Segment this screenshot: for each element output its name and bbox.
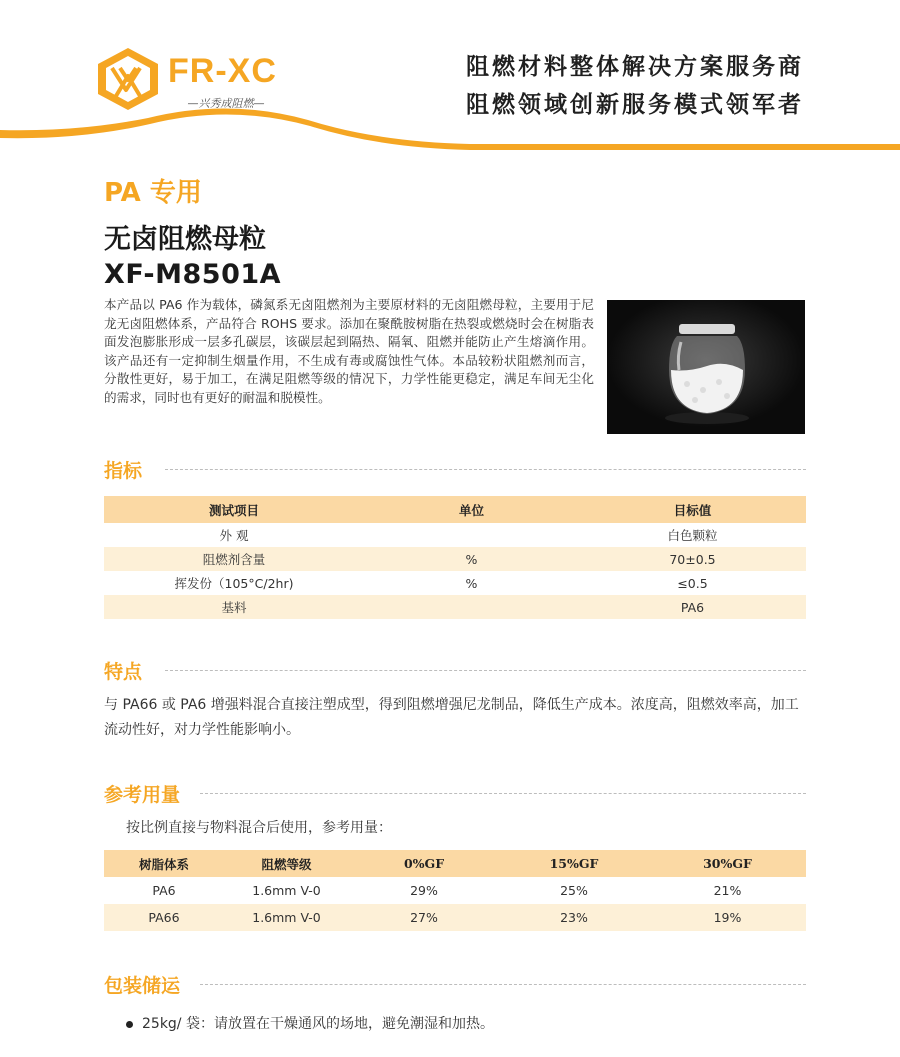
product-name: 无卤阻燃母粒	[104, 224, 266, 255]
section-title-features: 特点	[104, 661, 143, 683]
table-row	[104, 904, 806, 931]
features-text: 与 PA66 或 PA6 增强料混合直接注塑成型，得到阻燃增强尼龙制品，降低生产成本。浓度高，阻燃效率高，加工流动性好，对力学性能影响小。	[104, 697, 799, 738]
table-cell: 29%	[410, 883, 438, 898]
table-header-cell: 测试项目	[104, 496, 364, 523]
table-cell: 挥发份（105°C/2hr)	[174, 576, 294, 591]
page-header	[0, 0, 900, 150]
table-cell	[364, 523, 579, 547]
table-header-cell: 30%GF	[649, 850, 806, 877]
table-cell: 19%	[649, 904, 806, 931]
brand-subtitle: —兴秀成阻燃—	[187, 97, 265, 110]
section-title-usage: 参考用量	[104, 784, 181, 806]
spec-table	[104, 496, 806, 619]
section-divider	[165, 670, 806, 671]
table-cell: PA6	[152, 883, 176, 898]
product-intro: 本产品以 PA6 作为载体，磷氮系无卤阻燃剂为主要原材料的无卤阻燃母粒，主要用于尼龙无卤阻燃体系，产品符合 ROHS 要求。添加在聚酰胺树脂在热裂或燃烧时会在树脂表面发泡膨胀形成一层多孔碳层，该碳层起到隔热、隔氧、阻燃并能防止产生熔滴作用。该产品还有一定抑制生烟量作用，不生成有毒或腐蚀性气体。本品较粉状阻燃剂而言，分散性更好，易于加工，在满足阻燃等级的情况下，力学性能更稳定，满足车间无尘化的需求，同时也有更好的耐温和脱模性。	[104, 297, 594, 405]
table-cell: 外 观	[219, 528, 249, 543]
table-row	[104, 523, 806, 547]
table-cell: 27%	[349, 904, 499, 931]
table-row	[104, 595, 806, 619]
table-cell: 阻燃剂含量	[104, 547, 364, 571]
usage-intro: 按比例直接与物料混合后使用，参考用量：	[126, 820, 392, 836]
product-photo	[607, 300, 805, 434]
table-header-cell: 阻燃等级	[224, 850, 349, 877]
table-cell: 1.6mm V-0	[252, 883, 321, 898]
section-title-spec: 指标	[104, 460, 143, 482]
brand-logo-icon	[96, 46, 160, 112]
table-cell: 25%	[560, 883, 588, 898]
section-divider	[200, 793, 806, 794]
table-cell: 1.6mm V-0	[224, 904, 349, 931]
section-divider	[200, 984, 806, 985]
table-header-row	[104, 850, 806, 877]
table-cell: 23%	[499, 904, 649, 931]
table-cell: %	[465, 575, 478, 591]
table-header-cell: 树脂体系	[104, 850, 224, 877]
table-row	[104, 547, 806, 571]
table-cell: 白色颗粒	[667, 528, 718, 543]
table-header-cell: 目标值	[579, 496, 806, 523]
section-title-packaging: 包装储运	[104, 975, 181, 997]
table-cell: PA6	[579, 595, 806, 619]
table-cell: 21%	[713, 883, 742, 898]
table-cell	[364, 595, 579, 619]
brand-name: FR-XC	[168, 52, 277, 90]
table-cell: 基料	[104, 595, 364, 619]
table-cell: PA66	[104, 904, 224, 931]
table-header-cell: 单位	[364, 496, 579, 523]
packaging-text: 25kg/ 袋：请放置在干燥通风的场地，避免潮湿和加热。	[142, 1016, 494, 1032]
product-jar-icon	[607, 300, 805, 434]
product-kicker: PA 专用	[104, 178, 202, 208]
table-header-cell: 0%GF	[349, 850, 499, 877]
table-row	[104, 877, 806, 904]
usage-table	[104, 850, 806, 931]
table-cell: ≤0.5	[677, 575, 708, 591]
table-header-row	[104, 496, 806, 523]
table-cell: %	[364, 547, 579, 571]
slogan-line-1: 阻燃材料整体解决方案服务商	[466, 54, 804, 80]
product-model: XF-M8501A	[104, 259, 282, 290]
section-divider	[165, 469, 806, 470]
table-cell: 70±0.5	[579, 547, 806, 571]
bullet-icon	[126, 1021, 133, 1028]
slogan-line-2: 阻燃领域创新服务模式领军者	[466, 92, 804, 118]
table-header-cell: 15%GF	[499, 850, 649, 877]
table-row	[104, 571, 806, 595]
